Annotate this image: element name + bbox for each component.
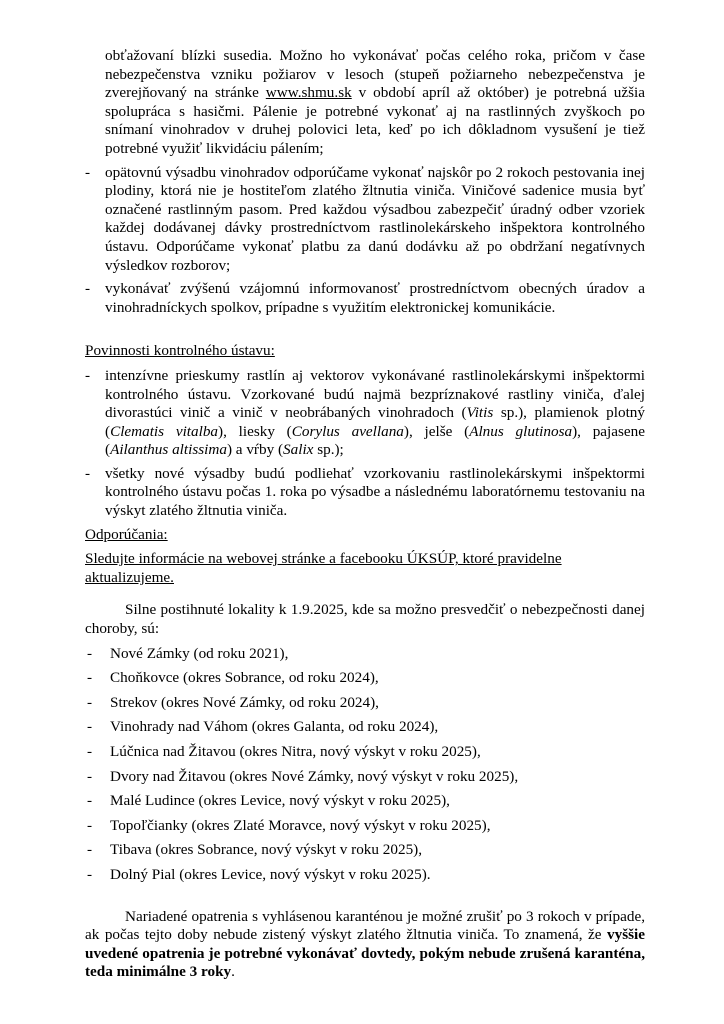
locality-text: Topoľčianky (okres Zlaté Moravce, nový výskyt v roku 2025), [110,816,491,834]
bullet-surveys [85,367,645,460]
bullet-dash-empty [85,47,105,159]
text-run: ) a vŕby ( [226,441,284,459]
text-run: ), pajasene ( [105,422,645,459]
text-run: . [231,963,235,981]
locality-text: Tibava (okres Sobrance, nový výskyt v roku 2025), [110,841,423,859]
text-run: Nariadené opatrenia s vyhlásenou karanténou je možné zrušiť po 3 rokoch v prípade, ak počas tejto doby nebude zistený výskyt zlatého žltnutia viniča. To znamená, že [85,907,645,944]
bullet-dash: - [87,865,93,883]
bullet-new-plantings [85,465,645,521]
text-run: Clematis vitalba [110,422,219,440]
bullet-dash: - [85,280,91,298]
locality-list [85,645,645,885]
bullet-dash: - [85,366,91,384]
bullet-dash: - [87,792,93,810]
locality-text: Dolný Pial (okres Levice, nový výskyt v roku 2025). [110,865,431,883]
locality-text: Vinohrady nad Váhom (okres Galanta, od roku 2024), [110,718,439,736]
paragraph-communication: vykonávať zvýšenú vzájomnú informovanosť prostredníctvom obecných úradov a vinohradníckych spolkov, prípadne s využitím elektronickej komunikácie. [105,280,645,316]
document-content [85,47,645,982]
text-run: intenzívne prieskumy rastlín aj vektorov vykonávané rastlinolekárskymi inšpektormi kontrolného ústavu. Vzorkované budú najmä bezpríznakové rastliny viniča, ďalej divorastúci vinič a vinič v neobrábaných vinohradoch ( [105,366,645,422]
text-run: v období apríl až október) je potrebná užšia spolupráca s hasičmi. Pálenie je potrebné vykonať aj na rastlinných zvyškoch po snímaní vinohradov v druhej polovici leta, keď po ich dôkladnom vysušení je tiež potrebné využiť likvidáciu pálením; [105,84,645,157]
bullet-dash: - [87,693,93,711]
text-run: Corylus avellana [291,422,404,440]
locality-item-strekov [85,694,645,713]
paragraph-replanting: opätovnú výsadbu vinohradov odporúčame vykonať najskôr po 2 rokoch pestovania inej plodiny, ktorá nie je hostiteľom zlatého žltnutia viniča. Viničové sadenice musia byť označené rastlinným pasom. Pred každou výsadbou zabezpečiť úradný odber vzoriek každej dodávanej dávky prostredníctvom rastlinolekárskeho inšpektora kontrolného ústavu. Odporúčame vykonať platbu za danú dodávku až po obdržaní negatívnych výsledkov rozborov; [105,163,645,274]
paragraph-surveys [105,367,645,460]
bullet-replanting [85,164,645,276]
text-run: Alnus glutinosa [469,422,573,440]
text-run: sp.), plamienok plotný ( [105,404,645,440]
follow-updates-line: Sledujte informácie na webovej stránke a facebooku ÚKSÚP, ktoré pravidelne aktualizujeme. [85,550,562,586]
locality-text: Nové Zámky (od roku 2021), [110,644,289,662]
bullet-dash: - [87,644,93,662]
locality-text: Malé Ludince (okres Levice, nový výskyt v roku 2025), [110,792,450,810]
locality-item-nove-zamky [85,645,645,664]
recommendations-heading: Odporúčania: [85,525,168,543]
bullet-dash: - [87,669,93,687]
bullet-dash: - [85,163,91,181]
paragraph-new-plantings: všetky nové výsadby budú podliehať vzorkovaniu rastlinolekárskymi inšpektormi kontrolného ústavu počas 1. roka po výsadbe a následnému laboratórnemu testovaniu na výskyt zlatého žltnutia viniča. [105,464,645,520]
bullet-dash: - [87,718,93,736]
locality-item-dolny-pial [85,866,645,885]
affected-localities-intro: Silne postihnuté lokality k 1.9.2025, kde sa možno presvedčiť o nebezpečnosti danej choroby, sú: [85,601,645,638]
locality-item-chonkovce [85,669,645,688]
locality-text: Lúčnica nad Žitavou (okres Nitra, nový výskyt v roku 2025), [110,743,481,760]
locality-item-topolcianky [85,817,645,836]
bullet-communication [85,280,645,317]
locality-item-vinohrady-nad-vahom [85,718,645,737]
locality-item-tibava [85,841,645,860]
text-run: vyššie uvedené opatrenia je potrebné vykonávať dovtedy, pokým nebude zrušená karanténa, teda minimálne 3 roky [85,926,645,981]
bullet-dash: - [87,816,93,834]
bullet-dash: - [87,743,93,760]
text-run: ), liesky ( [218,422,292,440]
text-run: Salix [283,441,314,459]
locality-item-lucnica-nad-zitavou [85,743,645,762]
duties-heading: Povinnosti kontrolného ústavu: [85,342,275,360]
bullet-dash: - [87,841,93,859]
shmu-link[interactable]: www.shmu.sk [265,84,352,102]
paragraph-quarantine-cancellation [85,908,645,982]
locality-text: Choňkovce (okres Sobrance, od roku 2024), [110,669,379,687]
locality-text: Dvory nad Žitavou (okres Nové Zámky, nový výskyt v roku 2025), [110,767,519,785]
bullet-dash: - [87,767,93,785]
locality-item-dvory-nad-zitavou [85,768,645,787]
locality-text: Strekov (okres Nové Zámky, od roku 2024), [110,693,379,711]
bullet-burning-continuation [85,47,645,159]
locality-item-male-ludince [85,792,645,811]
text-run: sp.); [313,441,344,459]
text-run: ), jelše ( [403,422,470,440]
text-run: Ailanthus altissima [110,441,227,459]
text-run: Vitis [466,404,494,422]
paragraph-burning [105,47,645,159]
bullet-dash: - [85,464,91,482]
text-run: obťažovaní blízki susedia. Možno ho vykonávať počas celého roka, pričom v čase nebezpečenstva vzniku požiarov v lesoch (stupeň požiarneho nebezpečenstva je zverejňovaný na stránke [105,47,645,102]
